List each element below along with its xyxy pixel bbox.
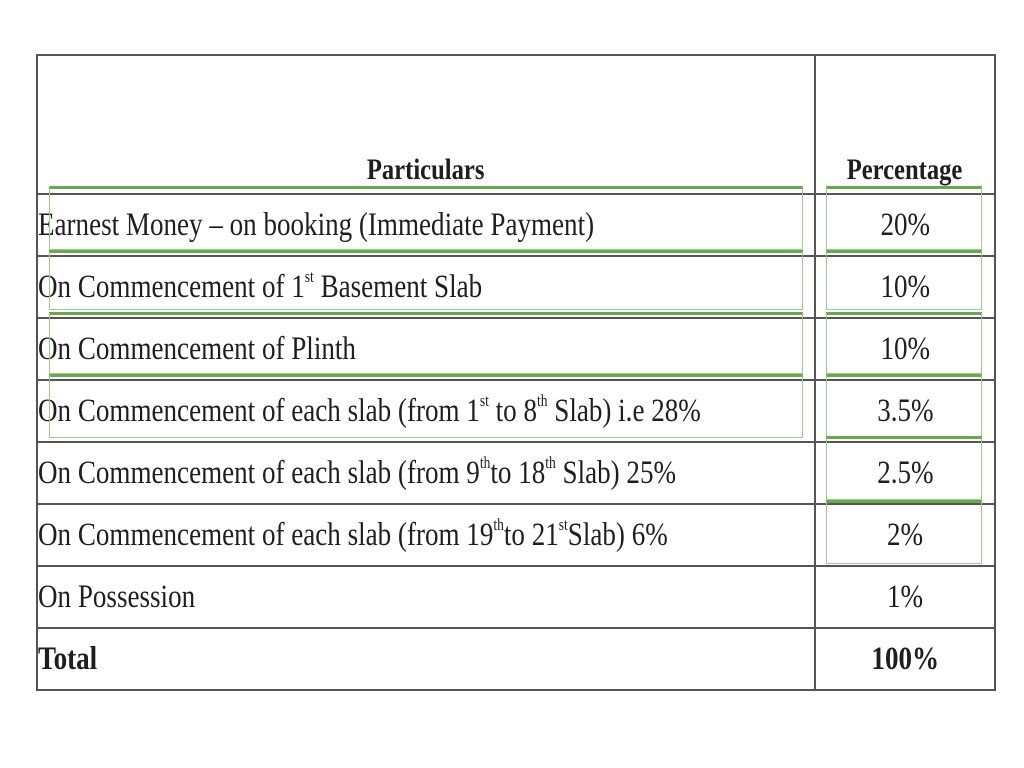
total-label-cell: Total [37,628,815,690]
particular-cell: On Commencement of each slab (from 1st to 8th Slab) i.e 28% [37,380,815,442]
percentage-header: Percentage [815,55,995,194]
percentage-cell: 1% [815,566,995,628]
total-percentage-cell: 100% [815,628,995,690]
particular-cell: On Commencement of Plinth [37,318,815,380]
table-row [37,194,995,256]
header-row [37,55,995,194]
percentage-cell: 10% [815,318,995,380]
payment-plan-table-wrapper [36,54,994,685]
ordinal-suffix: th [479,452,491,472]
percentage-cell: 20% [815,194,995,256]
table-row [37,380,995,442]
ordinal-suffix: th [493,514,504,534]
percentage-cell: 2% [815,504,995,566]
total-row [37,628,995,690]
ordinal-suffix: st [479,390,489,410]
ordinal-suffix: th [536,390,548,410]
table-row [37,318,995,380]
particular-cell: On Possession [37,566,815,628]
percentage-cell: 10% [815,256,995,318]
percentage-cell: 2.5% [815,442,995,504]
particular-cell: Earnest Money – on booking (Immediate Payment) [37,194,815,256]
ordinal-suffix: st [304,266,314,286]
particular-cell: On Commencement of 1st Basement Slab [37,256,815,318]
table-row [37,256,995,318]
ordinal-suffix: th [545,452,556,472]
table-row [37,442,995,504]
ordinal-suffix: st [558,514,568,534]
particular-cell: On Commencement of each slab (from 19thto 21stSlab) 6% [37,504,815,566]
particulars-header: Particulars [37,55,815,194]
particular-cell: On Commencement of each slab (from 9thto 18th Slab) 25% [37,442,815,504]
payment-plan-table [36,54,996,691]
table-row [37,504,995,566]
percentage-cell: 3.5% [815,380,995,442]
table-row [37,566,995,628]
